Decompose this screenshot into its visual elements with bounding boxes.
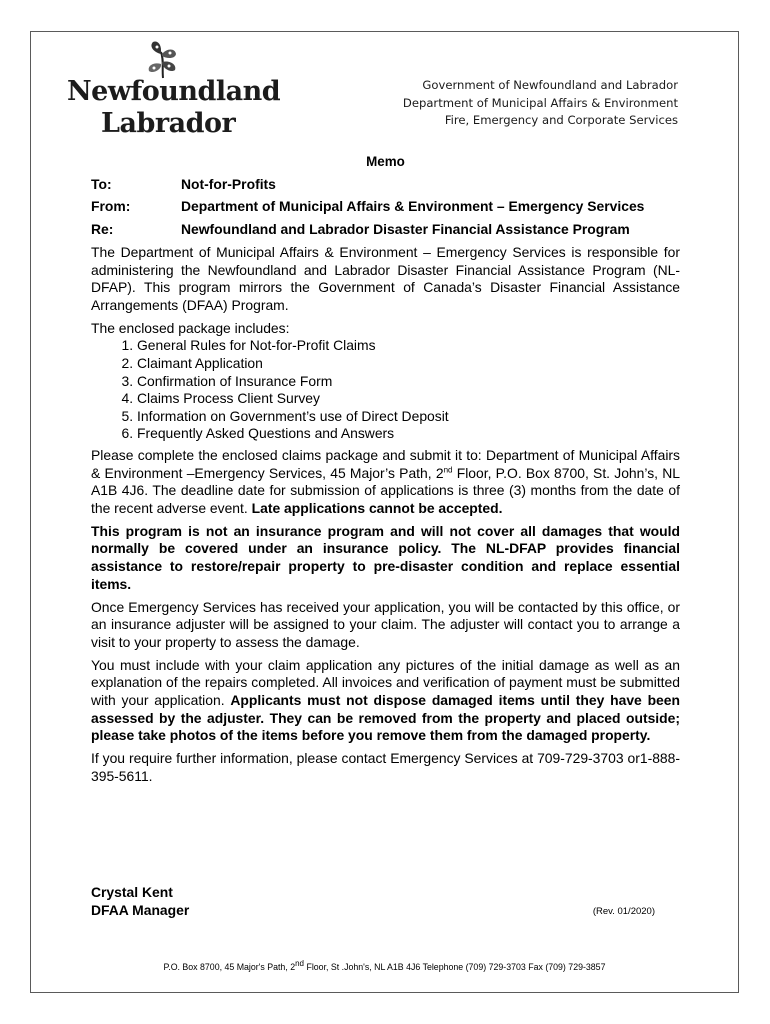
list-item: 1. General Rules for Not-for-Profit Claims: [137, 337, 680, 355]
pitcher-plant-emblem-icon: [133, 40, 193, 80]
re-label: Re:: [91, 221, 114, 238]
list-item: 3. Confirmation of Insurance Form: [137, 373, 680, 391]
footer-text-b: Floor, St .John's, NL A1B 4J6 Telephone (709) 729-3703 Fax (709) 729-3857: [304, 962, 606, 972]
re-value: Newfoundland and Labrador Disaster Financial Assistance Program: [181, 221, 630, 238]
page-footer: [31, 959, 738, 972]
submission-text-a: Please complete the enclosed claims package and submit it to: Department of Municipal Affairs & Environment –Emergency Services, 45 Major’s Path, 2: [91, 446, 680, 481]
submission-text-b: Floor, P.O. Box 8700, St. John’s, NL A1B 4J6. The deadline date for submission of applications is three (3) months from the date of the recent adverse event.: [91, 464, 681, 516]
contact-process-paragraph: Once Emergency Services has received your application, you will be contacted by this office, or an insurance adjuster will be assigned to your claim. The adjuster will contact you to arrange a visit to your property to assess the damage.: [91, 598, 680, 650]
memo-from-row: [91, 198, 680, 216]
nl-government-logo: [67, 40, 281, 140]
package-list: [91, 337, 680, 443]
late-applications-notice: Late applications cannot be accepted.: [251, 500, 503, 516]
footer-text-a: P.O. Box 8700, 45 Major's Path, 2: [163, 962, 296, 972]
package-list-intro: The enclosed package includes:: [91, 319, 290, 336]
memo-title: Memo: [366, 154, 405, 169]
further-info-paragraph: If you require further information, please contact Emergency Services at 709-729-3703 or1-888-395-5611.: [91, 750, 680, 784]
government-name: Government of Newfoundland and Labrador: [422, 78, 678, 92]
insurance-disclaimer-paragraph: [91, 523, 680, 594]
memo-content: [91, 153, 680, 791]
government-header-block: [403, 77, 678, 130]
list-item: 5. Information on Government’s use of Direct Deposit: [137, 408, 680, 426]
documentation-text: You must include with your claim application any pictures of the initial damage as well as an explanation of the repairs completed. All invoices and verification of payment must be submitted with your application.: [91, 656, 680, 709]
insurance-disclaimer-text: This program is not an insurance program and will not cover all damages that would normally be covered under an insurance policy. The NL-DFAP provides financial assistance to restore/repair property to pre-disaster condition and replace essential items.: [91, 522, 680, 592]
to-value: Not-for-Profits: [181, 175, 276, 192]
disposal-warning: Applicants must not dispose damaged items until they have been assessed by the adjuster. They can be removed from the property and placed outside; please take photos of the items before you remove them from the damaged property.: [91, 692, 680, 744]
list-item: 6. Frequently Asked Questions and Answers: [137, 425, 680, 443]
signatory-name: Crystal Kent: [91, 884, 173, 900]
logo-wordmark-line1: Newfoundland: [67, 76, 281, 107]
memo-to-row: [91, 176, 680, 194]
ordinal-suffix: nd: [443, 464, 453, 474]
memo-re-row: [91, 221, 680, 239]
signatory-title: DFAA Manager: [91, 902, 190, 918]
intro-paragraph: The Department of Municipal Affairs & Environment – Emergency Services is responsible for administering the Newfoundland and Labrador Disaster Financial Assistance Program (NL-DFAP). This program mirrors the Government of Canada’s Disaster Financial Assistance Arrangements (DFAA) Program.: [91, 243, 680, 313]
documentation-paragraph: [91, 657, 680, 746]
revision-date: (Rev. 01/2020): [592, 906, 655, 917]
to-label: To:: [91, 175, 112, 192]
department-name: Department of Municipal Affairs & Environment: [402, 95, 678, 110]
from-label: From:: [91, 198, 131, 215]
footer-ordinal-suffix: nd: [295, 959, 305, 969]
submission-paragraph: [91, 447, 680, 518]
division-name: Fire, Emergency and Corporate Services: [444, 113, 678, 127]
signature-block: [91, 883, 189, 919]
from-value: Department of Municipal Affairs & Environment – Emergency Services: [181, 198, 645, 215]
logo-wordmark-line2: Labrador: [101, 108, 236, 139]
list-item: 4. Claims Process Client Survey: [137, 390, 680, 408]
list-item: 2. Claimant Application: [137, 355, 680, 373]
memo-page: [30, 31, 739, 993]
